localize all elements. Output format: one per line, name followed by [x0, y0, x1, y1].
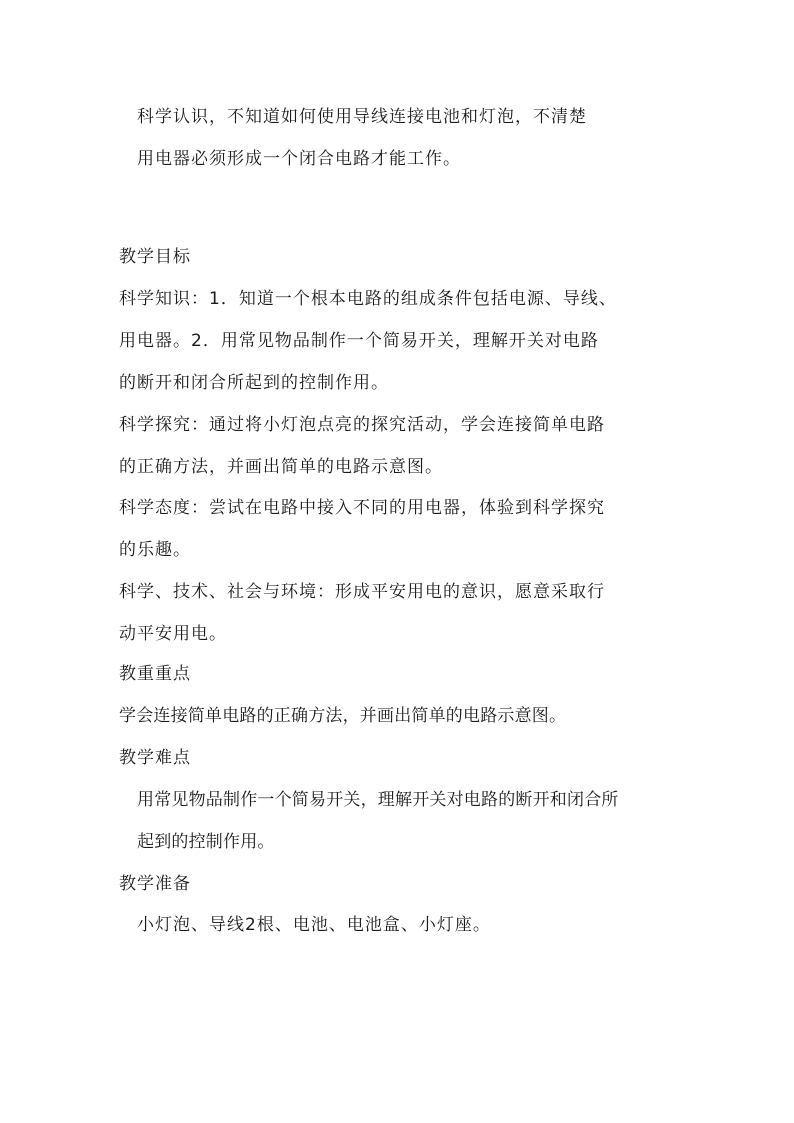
- preparation-heading: 教学准备: [119, 874, 191, 894]
- objective-sts-line-1: 科学、技术、社会与环境：形成平安用电的意识，愿意采取行: [119, 582, 605, 602]
- objective-sts-line-2: 动平安用电。: [119, 624, 227, 644]
- objectives-heading: 教学目标: [119, 247, 191, 267]
- key-points-heading: 教重重点: [119, 664, 191, 684]
- difficulties-heading: 教学难点: [119, 748, 191, 768]
- objective-knowledge-line-1: 科学知识：1．知道一个根本电路的组成条件包括电源、导线、: [119, 289, 617, 309]
- objective-attitude-line-2: 的乐趣。: [119, 540, 191, 560]
- objective-inquiry-line-2: 的正确方法，并画出简单的电路示意图。: [119, 457, 443, 477]
- difficulties-line-1: 用常见物品制作一个简易开关，理解开关对电路的断开和闭合所: [137, 790, 619, 810]
- preparation-text: 小灯泡、导线2根、电池、电池盒、小灯座。: [137, 915, 491, 935]
- intro-line-2: 用电器必须形成一个闭合电路才能工作。: [137, 149, 461, 169]
- difficulties-line-2: 起到的控制作用。: [137, 832, 275, 852]
- intro-line-1: 科学认识，不知道如何使用导线连接电池和灯泡，不清楚: [137, 107, 587, 127]
- objective-knowledge-line-2: 用电器。2．用常见物品制作一个简易开关，理解开关对电路: [119, 331, 599, 351]
- key-points-text: 学会连接简单电路的正确方法，并画出简单的电路示意图。: [119, 706, 567, 726]
- objective-inquiry-line-1: 科学探究：通过将小灯泡点亮的探究活动，学会连接简单电路: [119, 415, 605, 435]
- objective-attitude-line-1: 科学态度：尝试在电路中接入不同的用电器，体验到科学探究: [119, 498, 605, 518]
- objective-knowledge-line-3: 的断开和闭合所起到的控制作用。: [119, 373, 389, 393]
